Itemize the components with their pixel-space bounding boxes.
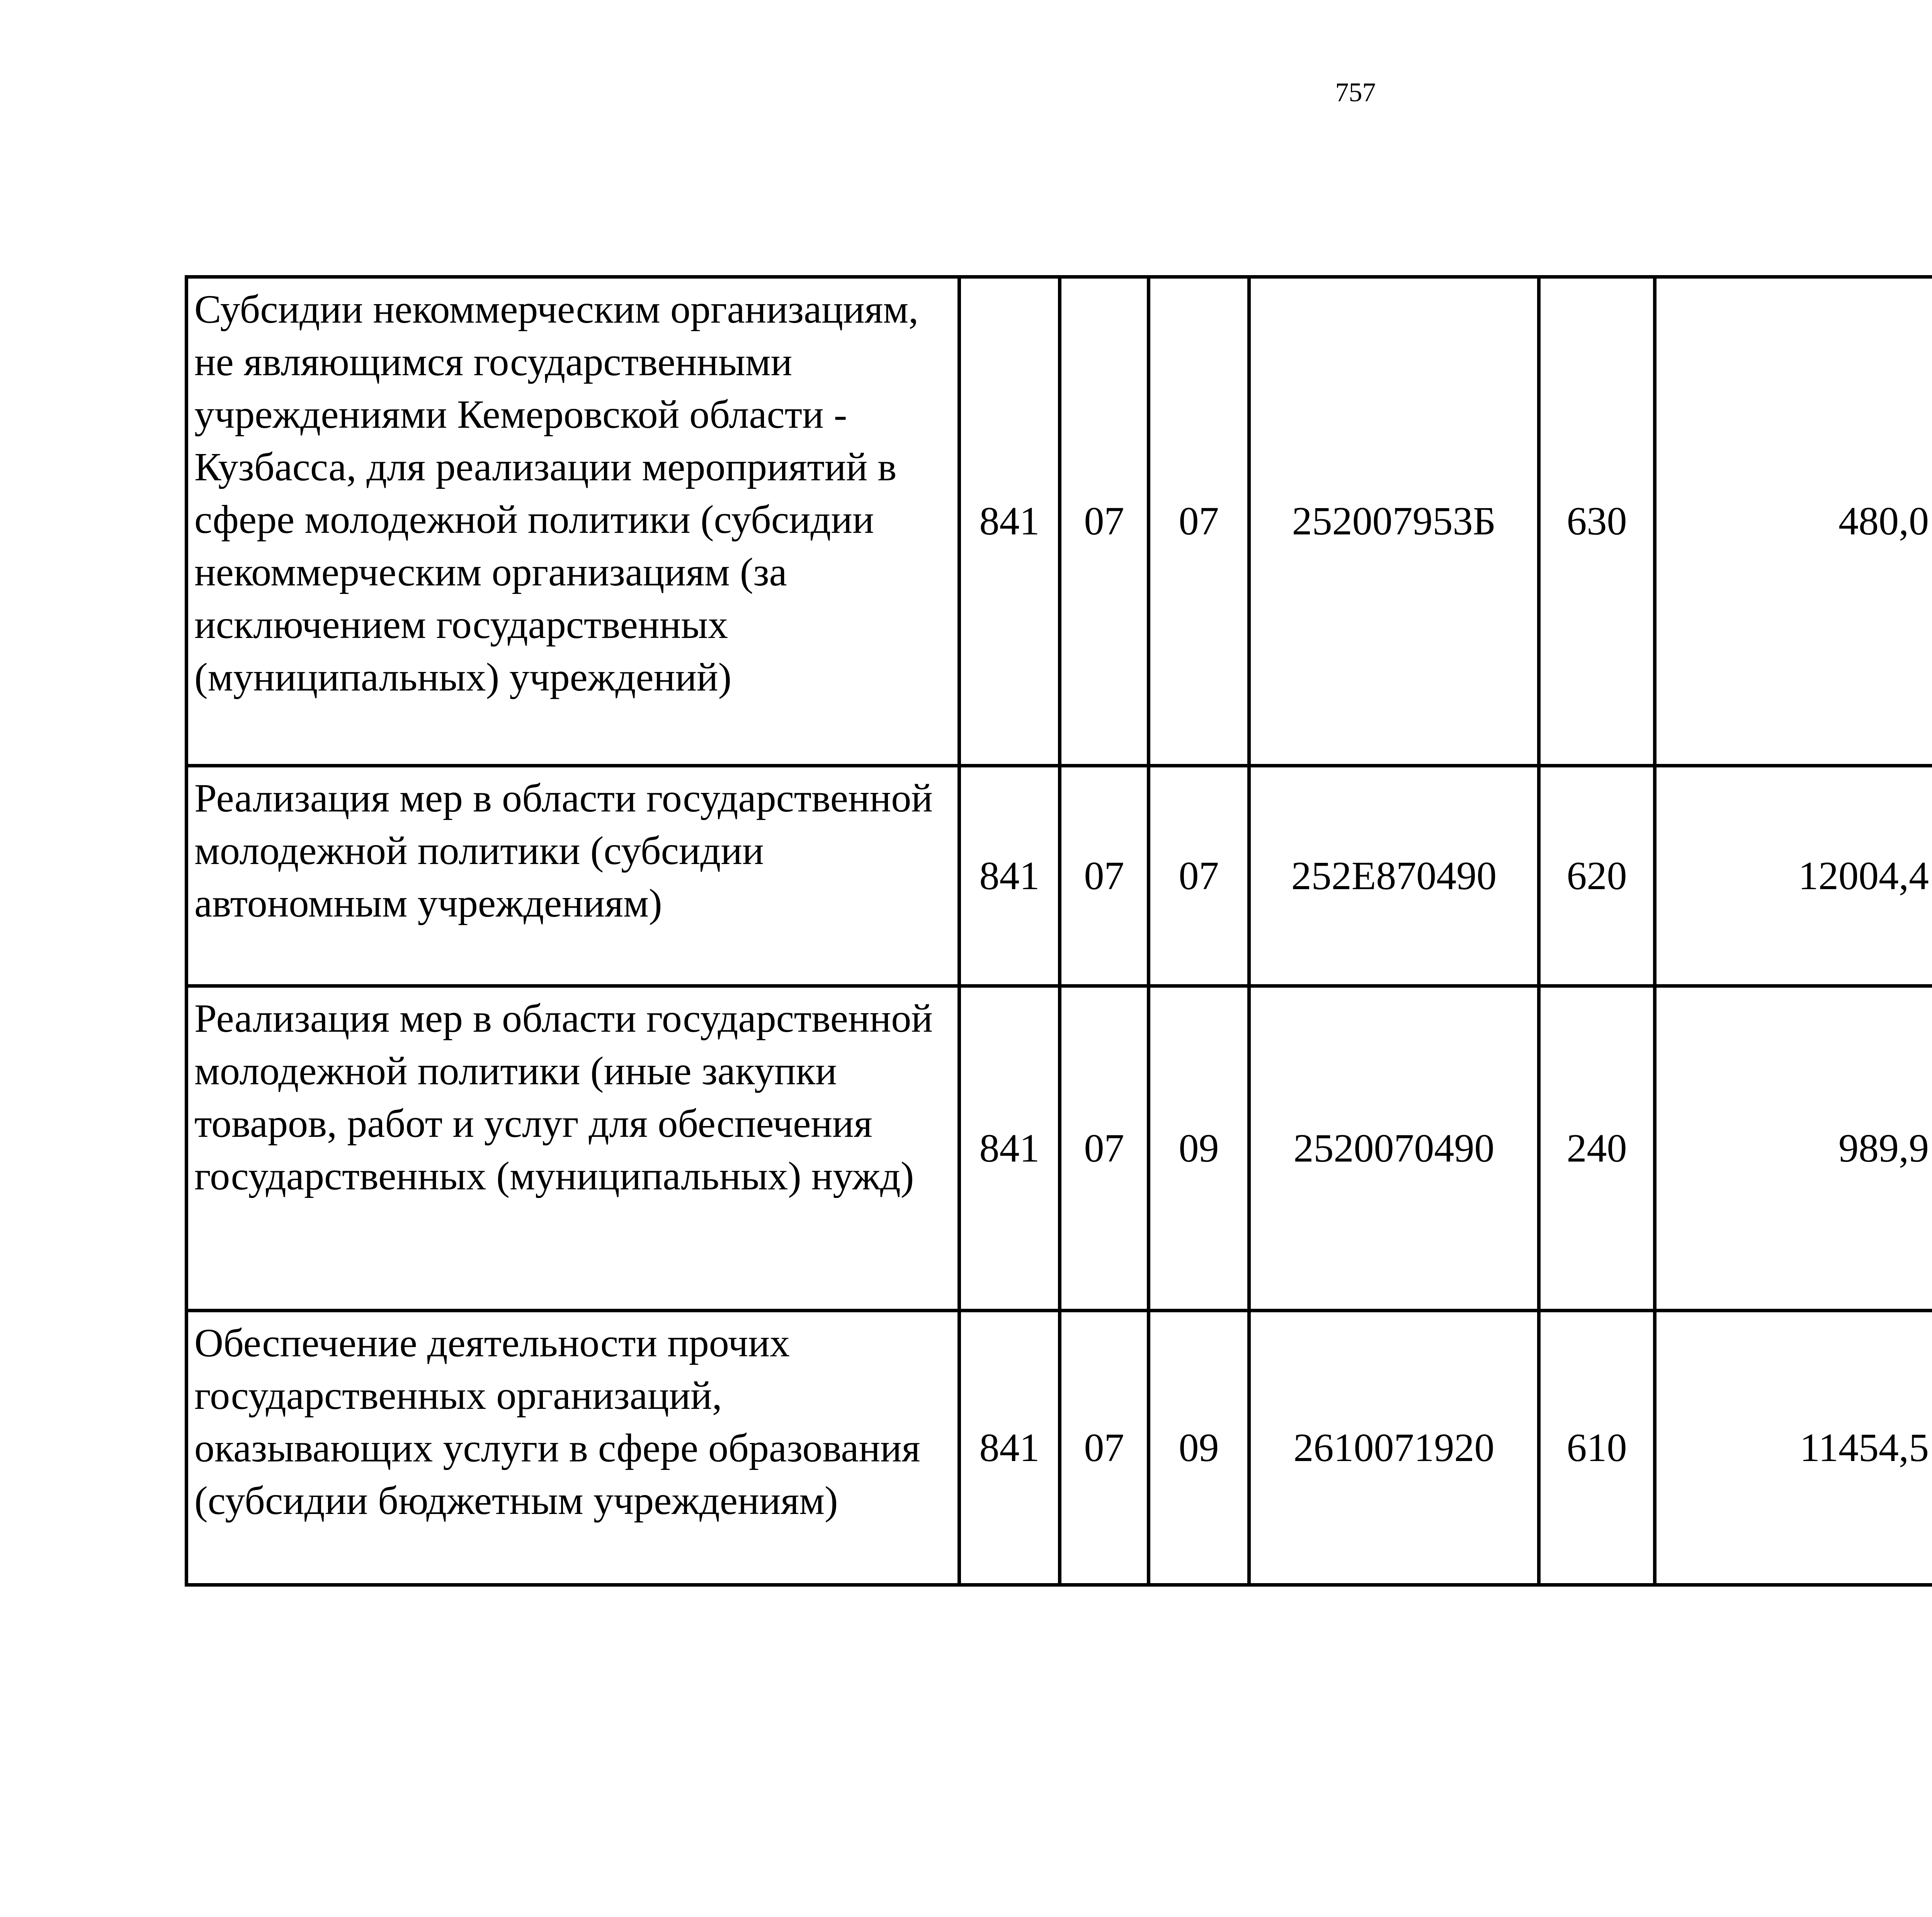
expense-type-code: 240	[1539, 986, 1655, 1311]
section-code: 07	[1060, 277, 1149, 766]
table-row	[187, 766, 1932, 986]
row-description: Реализация мер в области государственной молодежной политики (субсидии автономным учреждениям)	[187, 766, 959, 986]
table-row	[187, 986, 1932, 1311]
subsection-code: 07	[1149, 277, 1249, 766]
section-code: 07	[1060, 766, 1149, 986]
ministry-code: 841	[959, 766, 1060, 986]
subsection-code: 09	[1149, 1311, 1249, 1585]
amount-cell: 989,9	[1655, 986, 1932, 1311]
table-row	[187, 277, 1932, 766]
target-article-code: 252E870490	[1249, 766, 1539, 986]
subsection-code: 09	[1149, 986, 1249, 1311]
row-description: Субсидии некоммерческим организациям, не являющимся государственными учреждениями Кемеровской области - Кузбасса, для реализации мероприятий в сфере молодежной политики (субсидии некоммерческим организациям (за исключением государственных (муниципальных) учреждений)	[187, 277, 959, 766]
ministry-code: 841	[959, 986, 1060, 1311]
amount-cell: 12004,4	[1655, 766, 1932, 986]
page-number: 757	[1335, 78, 1376, 107]
expense-type-code: 620	[1539, 766, 1655, 986]
section-code: 07	[1060, 1311, 1149, 1585]
row-description: Обеспечение деятельности прочих государственных организаций, оказывающих услуги в сфере образования (субсидии бюджетным учреждениям)	[187, 1311, 959, 1585]
budget-table	[185, 275, 1932, 1587]
expense-type-code: 630	[1539, 277, 1655, 766]
target-article-code: 2610071920	[1249, 1311, 1539, 1585]
target-article-code: 2520070490	[1249, 986, 1539, 1311]
row-description: Реализация мер в области государственной молодежной политики (иные закупки товаров, работ и услуг для обеспечения государственных (муниципальных) нужд)	[187, 986, 959, 1311]
expense-type-code: 610	[1539, 1311, 1655, 1585]
table-row	[187, 1311, 1932, 1585]
subsection-code: 07	[1149, 766, 1249, 986]
ministry-code: 841	[959, 1311, 1060, 1585]
amount-cell: 480,0	[1655, 277, 1932, 766]
amount-cell: 11454,5	[1655, 1311, 1932, 1585]
ministry-code: 841	[959, 277, 1060, 766]
target-article-code: 252007953Б	[1249, 277, 1539, 766]
section-code: 07	[1060, 986, 1149, 1311]
